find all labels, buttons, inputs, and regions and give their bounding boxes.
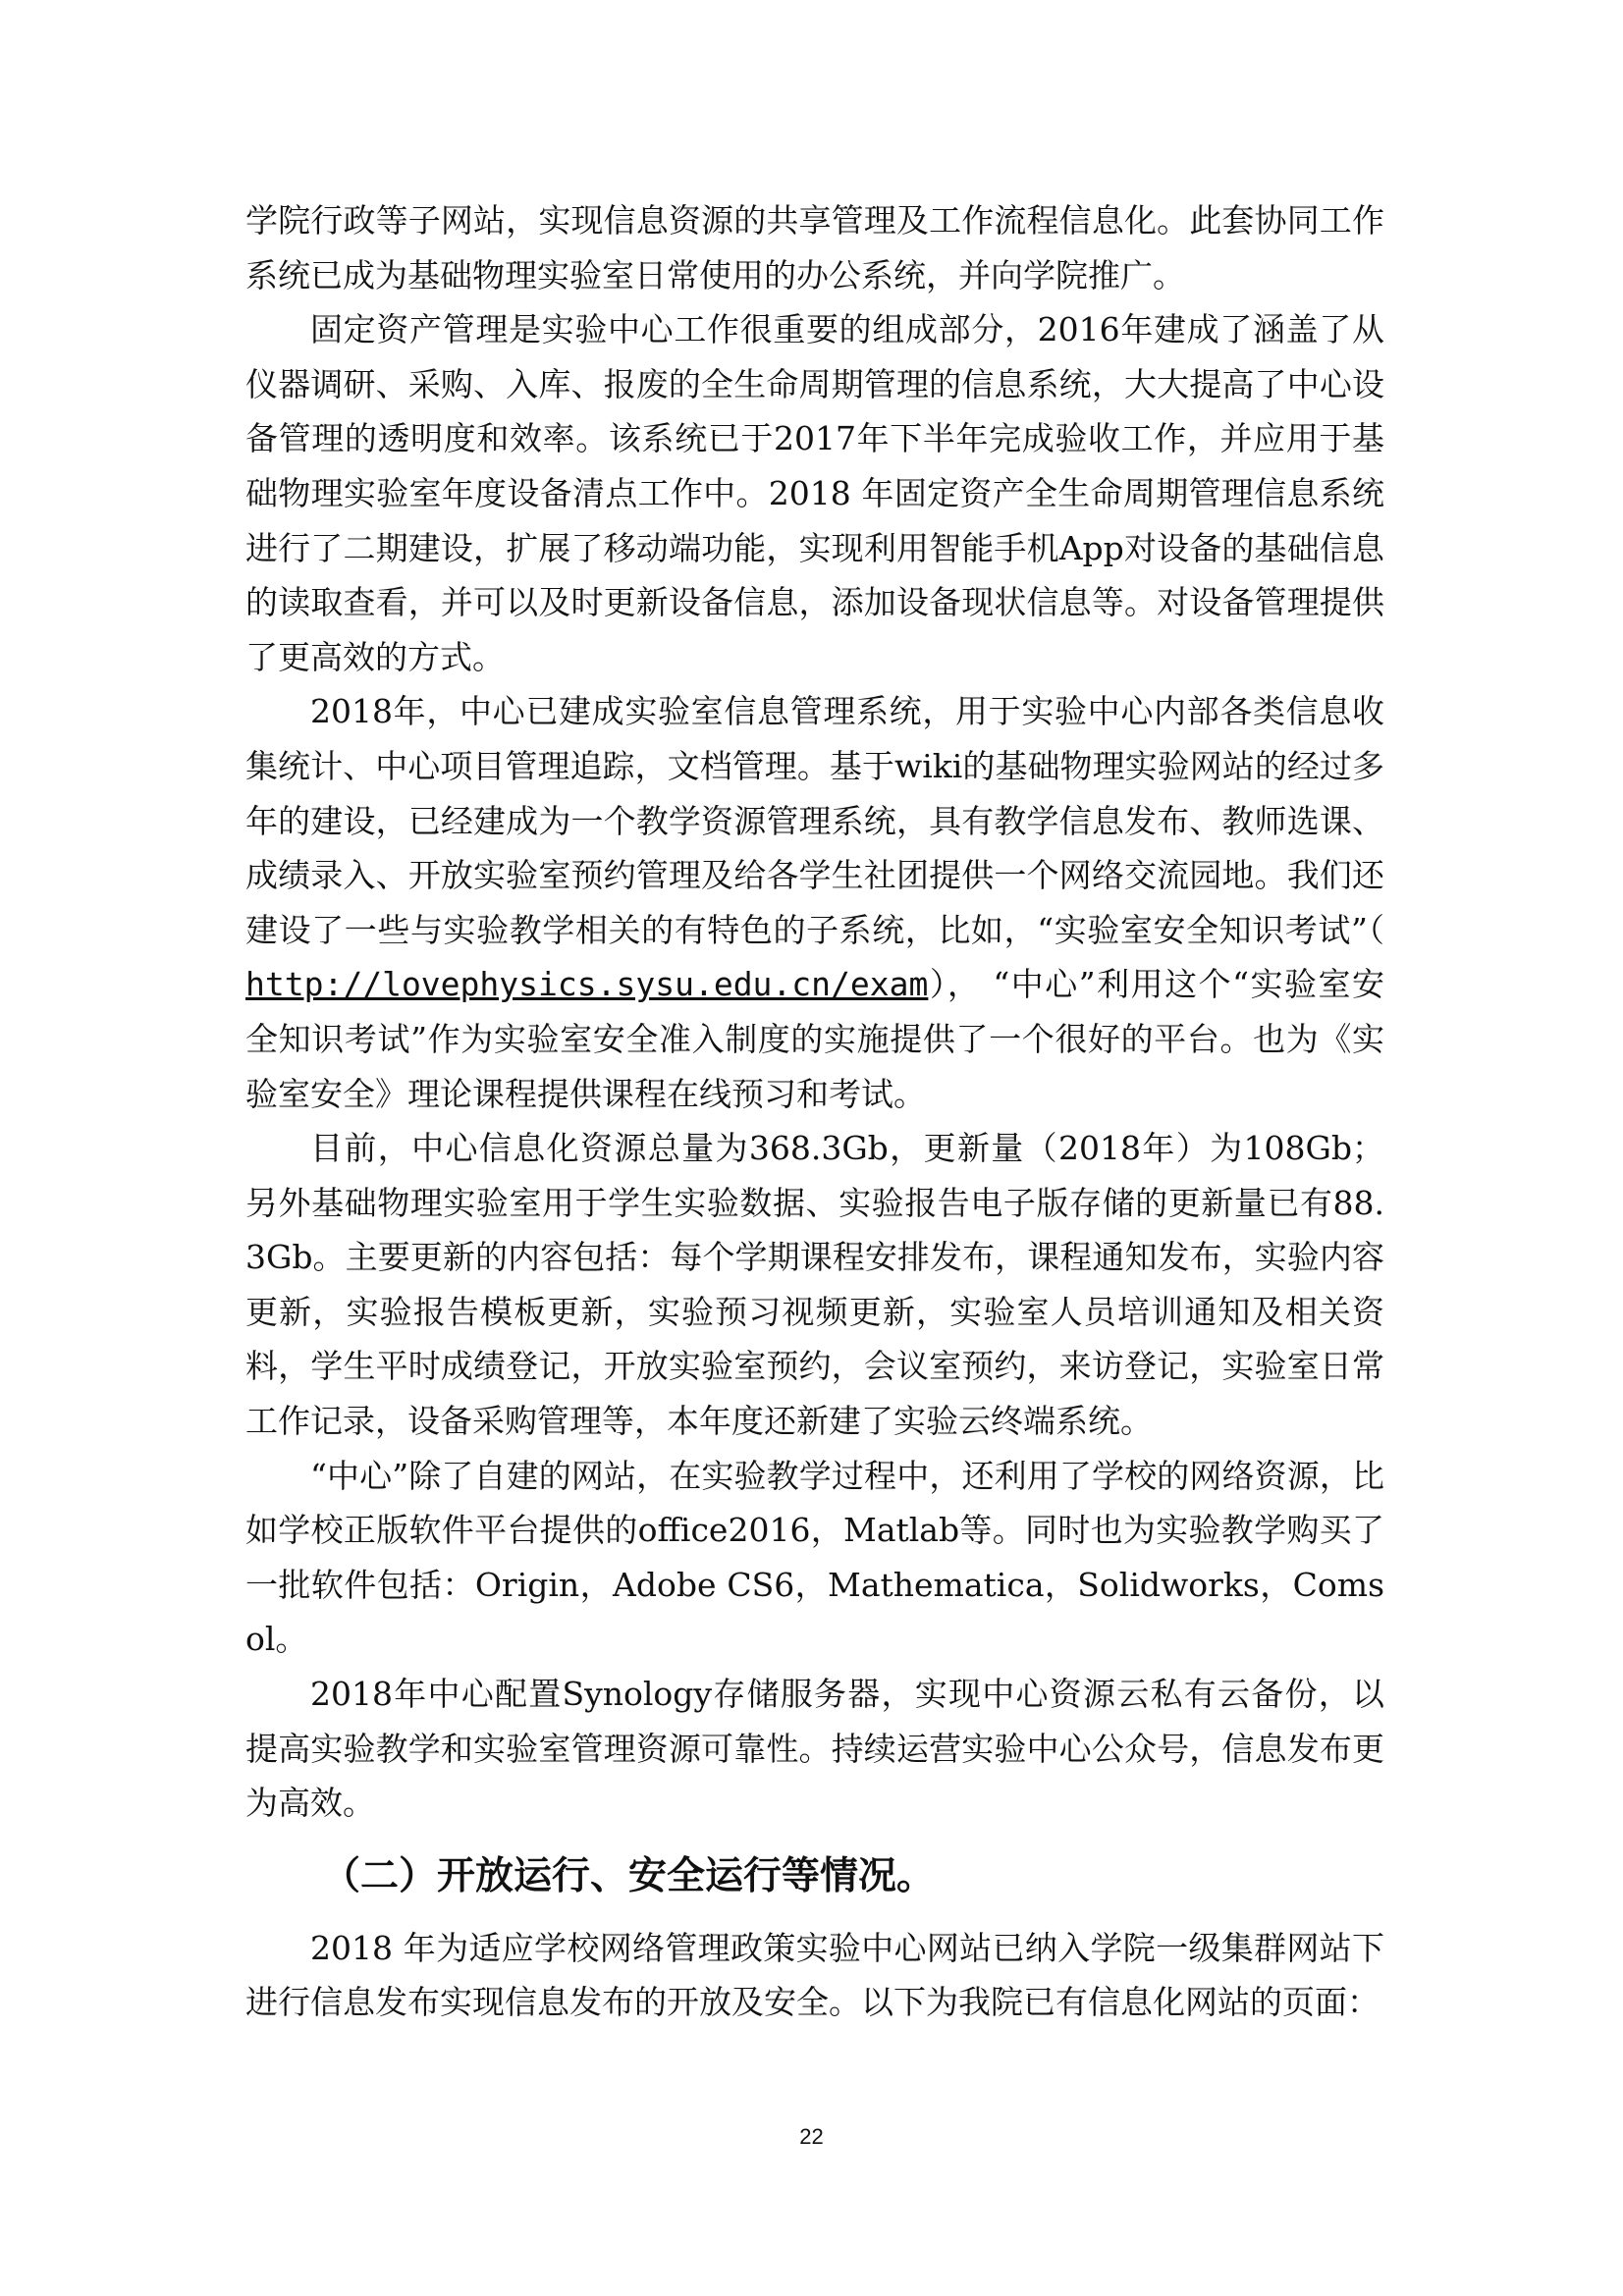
page-body (245, 193, 1384, 2030)
paragraph-storage-server: 2018年中心配置Synology存储服务器，实现中心资源云私有云备份，以提高实验教学和实验室管理资源可靠性。持续运营实验中心公众号，信息发布更为高效。 (245, 1675, 1384, 1823)
lab-info-text-after-link: ）， “中心”利用这个“实验室安全知识考试”作为实验室安全准入制度的实施提供了一个很好的平台。也为《实验室安全》理论课程提供课程在线预习和考试。 (245, 965, 1384, 1113)
paragraph-software: “中心”除了自建的网站，在实验教学过程中，还利用了学校的网络资源，比如学校正版软件平台提供的office2016，Matlab等。同时也为实验教学购买了一批软件包括：Origin，Adobe CS6，Mathematica，Solidworks，Comsol。 (245, 1456, 1384, 1659)
paragraph-lab-info-system (245, 684, 1384, 1121)
lab-info-text-before-link: 2018年，中心已建成实验室信息管理系统，用于实验中心内部各类信息收集统计、中心项目管理追踪，文档管理。基于wiki的基础物理实验网站的经过多年的建设，已经建成为一个教学资源管理系统，具有教学信息发布、教师选课、成绩录入、开放实验室预约管理及给各学生社团提供一个网络交流园地。我们还建设了一些与实验教学相关的有特色的子系统，比如，“实验室安全知识考试”（ (245, 692, 1384, 949)
paragraph-open-operation: 2018 年为适应学校网络管理政策实验中心网站已纳入学院一级集群网站下进行信息发布实现信息发布的开放及安全。以下为我院已有信息化网站的页面： (245, 1928, 1384, 2022)
exam-site-link[interactable]: http://lovephysics.sysu.edu.cn/exam (245, 965, 929, 1004)
page-number: 22 (799, 2124, 824, 2149)
paragraph-collaboration-system: 学院行政等子网站，实现信息资源的共享管理及工作流程信息化。此套协同工作系统已成为基础物理实验室日常使用的办公系统，并向学院推广。 (245, 201, 1384, 294)
section-heading: （二）开放运行、安全运行等情况。 (322, 1852, 936, 1898)
paragraph-fixed-assets: 固定资产管理是实验中心工作很重要的组成部分，2016年建成了涵盖了从仪器调研、采购、入库、报废的全生命周期管理的信息系统，大大提高了中心设备管理的透明度和效率。该系统已于2017年下半年完成验收工作，并应用于基础物理实验室年度设备清点工作中。2018 年固定资产全生命周期管理信息系统进行了二期建设，扩展了移动端功能，实现利用智能手机App对设备的基础信息的读取查看，并可以及时更新设备信息，添加设备现状信息等。对设备管理提供了更高效的方式。 (245, 310, 1384, 676)
paragraph-resource-totals: 目前，中心信息化资源总量为368.3Gb，更新量（2018年）为108Gb；另外基础物理实验室用于学生实验数据、实验报告电子版存储的更新量已有88.3Gb。主要更新的内容包括：每个学期课程安排发布，课程通知发布，实验内容更新，实验报告模板更新，实验预习视频更新，实验室人员培训通知及相关资料，学生平时成绩登记，开放实验室预约，会议室预约，来访登记，实验室日常工作记录，设备采购管理等，本年度还新建了实验云终端系统。 (245, 1129, 1384, 1441)
